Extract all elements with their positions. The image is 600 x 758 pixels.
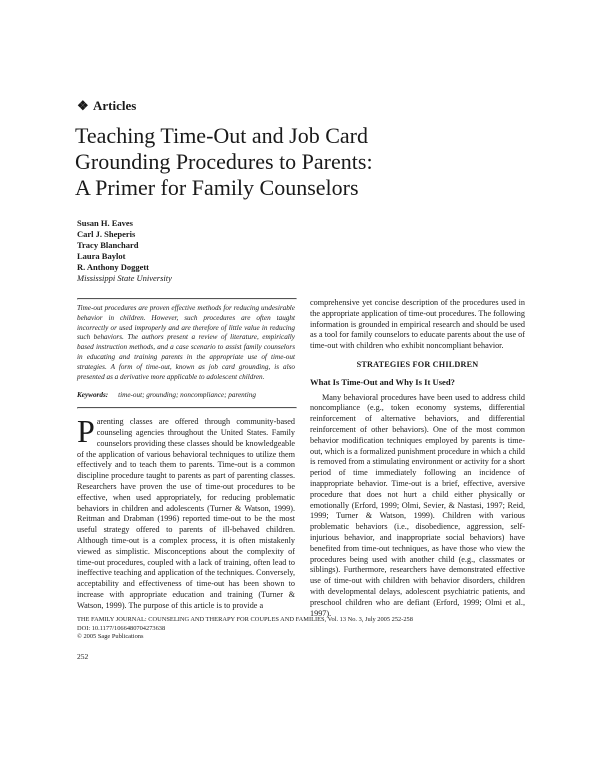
author-name: Laura Baylot xyxy=(77,251,126,261)
journal-footer xyxy=(77,616,413,642)
author-name: Susan H. Eaves xyxy=(77,218,133,228)
copyright: © 2005 Sage Publications xyxy=(77,633,144,641)
affiliation: Mississippi State University xyxy=(77,273,172,283)
continuation-paragraph: comprehensive yet concise description of the procedures used in the appropriate application of time-out procedures. The following information is grounded in empirical research and should be used as a tool for family counselors to educate parents about the use of time-out with children who exhibit noncompliant behavior. xyxy=(310,298,525,351)
journal-citation: THE FAMILY JOURNAL: COUNSELING AND THERAPY FOR COUPLES AND FAMILIES, Vol. 13 No. 3, July 2005 252-258 xyxy=(77,616,413,623)
intro-paragraph xyxy=(77,413,295,611)
title-line-1: Teaching Time-Out and Job Card xyxy=(75,123,368,148)
drop-cap: P xyxy=(77,413,95,450)
author-name: R. Anthony Doggett xyxy=(77,262,150,272)
keywords xyxy=(77,390,295,401)
keywords-label: Keywords: xyxy=(77,391,109,400)
title-line-3: A Primer for Family Counselors xyxy=(75,175,359,200)
body-paragraph: Many behavioral procedures have been used to address child noncompliance (e.g., token economy systems, differential reinforcement of alternative behaviors, and differential reinforcement of other behaviors). One of the most common behavior modification techniques employed by parents is time-out, which is a formalized punishment procedure in which a child is removed from a stimulating environment or activity for a short period of time immediately following an incidence of inappropriate behavior. Time-out is a brief, effective, aversive procedure that does not hurt a child either physically or emotionally (Erford, 1999; Olmi, Sevier, & Nastasi, 1997; Reid, 1999; Turner & Watson, 1999). Children with various problematic behaviors (i.e., disobedience, aggression, self-injurious behavior, and inappropriate social behaviors) have benefited from time-out techniques, as have those who view the procedures being used with another child (e.g., classmates or siblings). Furthermore, researchers have demonstrated effective use of time-out with children with behavior disorders, children with developmental delays, adolescent psychiatric patients, and preschool children who are defiant (Erford, 1999; Olmi et al., 1997). xyxy=(310,392,525,618)
author-name: Tracy Blanchard xyxy=(77,240,139,250)
section-heading: STRATEGIES FOR CHILDREN xyxy=(356,359,479,369)
doi: DOI: 10.1177/1066480704273638 xyxy=(77,624,166,632)
intro-text: arenting classes are offered through community-based counseling agencies throughout the United States. Family counselors providing these classes should be knowledgeable of the application of various behavioral techniques to utilize them effectively and to teach them to parents. Time-out is a common discipline procedure taught to parents as part of parenting classes. Researchers have proven the use of time-out procedures to be effective, when used appropriately, for reducing problematic behaviors in children and adolescents (Turner & Watson, 1999). Reitman and Drabman (1996) reported time-out to be the most useful strategy offered to parents of ill-behaved children. Although time-out is a complex process, it is often mistakenly viewed as simplistic. Misconceptions about the complexity of time-out procedures, coupled with a lack of training, often lead to ineffective teaching and application of the techniques. Conversely, acceptability and effectiveness of time-out has been shown to increase with appropriate education and training (Turner & Watson, 1999). The purpose of this article is to provide a xyxy=(77,417,295,610)
section-label xyxy=(77,98,136,114)
abstract-top-rule xyxy=(77,298,297,300)
author-list xyxy=(77,218,172,284)
title-line-2: Grounding Procedures to Parents: xyxy=(75,149,373,174)
abstract-bottom-rule xyxy=(77,407,297,409)
author-name: Carl J. Sheperis xyxy=(77,229,136,239)
abstract: Time-out procedures are proven effective methods for reducing undesirable behavior in children. However, such procedures are often taught incorrectly or used improperly and are therefore of little value in reducing such behaviors. The authors present a review of literature, empirically based instruction methods, and a case scenario to assist family counselors in educating and training parents in the appropriate use of time-out strategies. A form of time-out, known as job card grounding, is also presented as a derivative more applicable to adolescent children. xyxy=(77,304,295,381)
section-name: Articles xyxy=(93,98,137,113)
left-column xyxy=(77,298,295,612)
article-title xyxy=(75,123,535,201)
page-number: 252 xyxy=(77,652,89,661)
diamond-bullet-icon: ❖ xyxy=(77,98,89,113)
subsection-heading: What Is Time-Out and Why Is It Used? xyxy=(310,376,455,387)
keywords-text: time-out; grounding; noncompliance; parenting xyxy=(118,391,256,400)
right-column xyxy=(310,298,525,619)
